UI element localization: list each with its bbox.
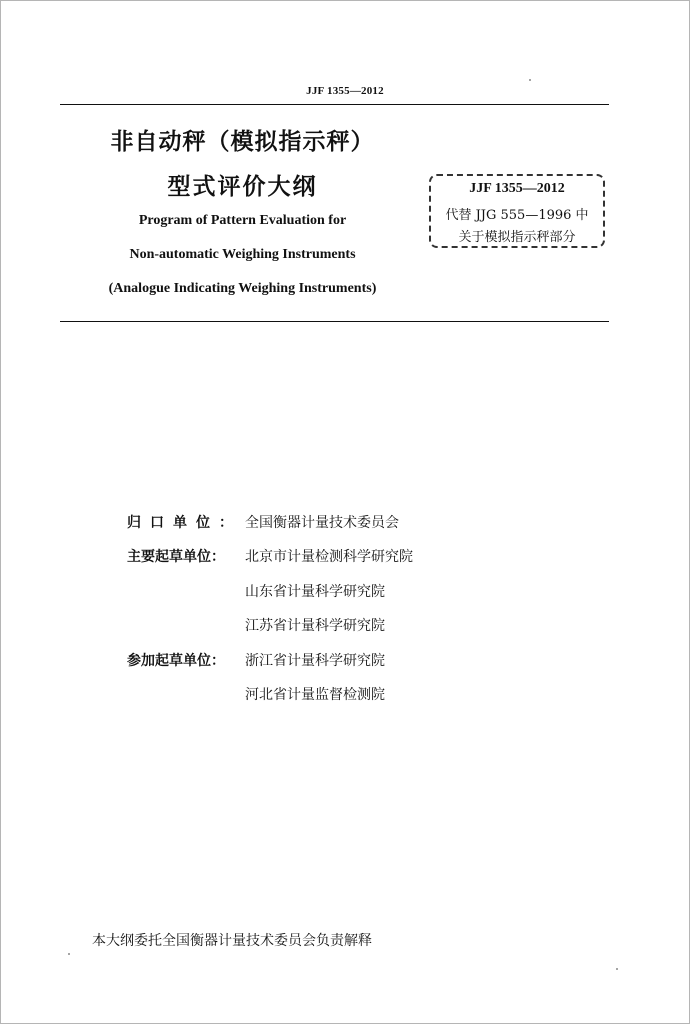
scan-speck xyxy=(616,968,618,970)
main-drafting-unit-2: 山东省计量科学研究院 xyxy=(245,584,385,600)
replacement-standard-code: JJF 1355—2012 xyxy=(469,181,565,196)
top-rule xyxy=(60,104,609,105)
main-drafting-unit-3: 江苏省计量科学研究院 xyxy=(245,618,385,634)
title-english-line2: Non-automatic Weighing Instruments xyxy=(129,247,356,262)
main-drafting-unit-1: 北京市计量检测科学研究院 xyxy=(245,549,413,565)
responsible-unit-label-text: 归口单位： xyxy=(127,515,242,531)
replacement-notice-box xyxy=(429,174,605,248)
bottom-rule xyxy=(60,321,609,322)
replacement-replaces-text: 代替 JJG 555—1996 中 xyxy=(445,208,589,223)
participating-unit-1: 浙江省计量科学研究院 xyxy=(245,653,385,669)
title-chinese-line1: 非自动秤（模拟指示秤） xyxy=(110,129,375,155)
responsible-unit: 全国衡器计量技术委员会 xyxy=(245,515,399,531)
title-chinese-line2: 型式评价大纲 xyxy=(167,174,318,200)
main-drafting-label-text: 主要起草单位： xyxy=(127,549,225,565)
participating-drafting-label-text: 参加起草单位： xyxy=(127,653,225,669)
title-english-line3: (Analogue Indicating Weighing Instruments) xyxy=(108,281,377,296)
scan-speck xyxy=(529,79,531,81)
title-english-line1: Program of Pattern Evaluation for xyxy=(138,213,347,228)
scan-speck xyxy=(68,953,70,955)
interpretation-note: 本大纲委托全国衡器计量技术委员会负责解释 xyxy=(92,933,372,949)
replacement-part-text: 关于模拟指示秤部分 xyxy=(458,230,576,245)
participating-unit-2: 河北省计量监督检测院 xyxy=(245,687,385,703)
header-standard-code: JJF 1355—2012 xyxy=(306,85,384,97)
